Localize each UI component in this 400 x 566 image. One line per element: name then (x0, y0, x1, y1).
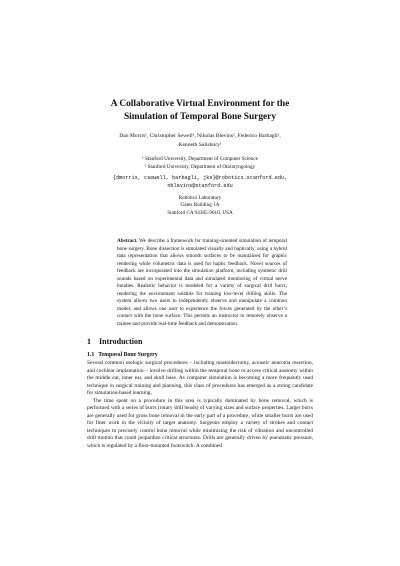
affiliation-1: ¹ Stanford University, Department of Computer Science (142, 156, 258, 162)
affiliation-2: ² Stanford University, Department of Otolaryngology (144, 163, 256, 170)
abstract-text: We describe a framework for training-oriented simulation of temporal bone surgery. Bone dissection is simulated visually and haptically, using a hybrid data representation that allows smooth surfaces to be maintained for graphic rendering while volumetric data is used for haptic feedback. Novel sources of feedback are incorporated into the simulation platform, including synthetic drill sounds based on experimental data and simulated monitoring of virtual nerve bundles. Realistic behavior is modeled for a variety of surgical drill burrs, rendering the environment suitable for training low-level drilling skills. The system allows two users to independently observe and manipulate a common model, and allows one user to experience the forces generated by the other’s contact with the bone surface. This permits an instructor to remotely observe a trainee and provide real-time feedback and demonstration. (117, 238, 287, 327)
affiliations (40, 156, 360, 171)
paper-title (40, 98, 360, 124)
email-line-1: {dmorris, csewell, barbagli, jks}@robotics.stanford.edu, (112, 175, 288, 181)
paragraph-1: Several common otologic surgical procedures – including mastoidectomy, acoustic neuroma resection, and cochlear implantation – involve drilling within the temporal bone to access critical anatomy within the middle ear, inner ear, and skull base. As computer simulation is becoming a more frequently used technique in surgical training and planning, this class of procedures has emerged as a strong candidate for simulation-based learning. (87, 360, 313, 397)
section-title: Introduction (99, 337, 143, 346)
subsection-title: Temporal Bone Surgery (98, 352, 158, 358)
abstract-label: Abstract. (117, 238, 138, 244)
email-line-2: nblevins@stanford.edu (167, 182, 233, 189)
author-list (40, 132, 360, 149)
lab-name: Robotics Laboratory (178, 195, 222, 201)
subsection-heading (87, 352, 158, 358)
lab-city: Stanford CA 94305-9010, USA (167, 209, 233, 216)
authors-line-1: Dan Morris¹, Christopher Sewell¹, Nikolas Blevins², Federico Barbagli¹, (119, 133, 281, 139)
lab-address (40, 195, 360, 217)
section-heading (87, 337, 142, 346)
lab-building: Gates Building 1A (180, 202, 220, 209)
subsection-number: 1.1 (87, 352, 95, 358)
paragraph-2: The time spent on a procedure in this area is typically dominated by bone removal, which is performed with a series of burrs (rotary drill heads) of varying sizes and surface properties. Larger burrs are generally used for gross bone removal in the early part of a procedure, while smaller burrs are used for finer work in the vicinity of target anatomy. Surgeons employ a variety of strokes and contact techniques to precisely control bone removal while minimizing the risk of vibration and uncontrolled drill motion that could jeopardize critical structures. Drills are generally driven by pneumatic pressure, which is regulated by a floor-mounted footswitch. A combined (87, 397, 313, 450)
email-addresses (40, 175, 360, 190)
authors-line-2: Kenneth Salisbury¹ (178, 141, 222, 148)
section-number: 1 (87, 337, 91, 346)
title-line-2: Simulation of Temporal Bone Surgery (123, 112, 277, 122)
title-line-1: A Collaborative Virtual Environment for the (110, 99, 290, 109)
abstract (117, 238, 287, 328)
body-text (87, 360, 313, 451)
